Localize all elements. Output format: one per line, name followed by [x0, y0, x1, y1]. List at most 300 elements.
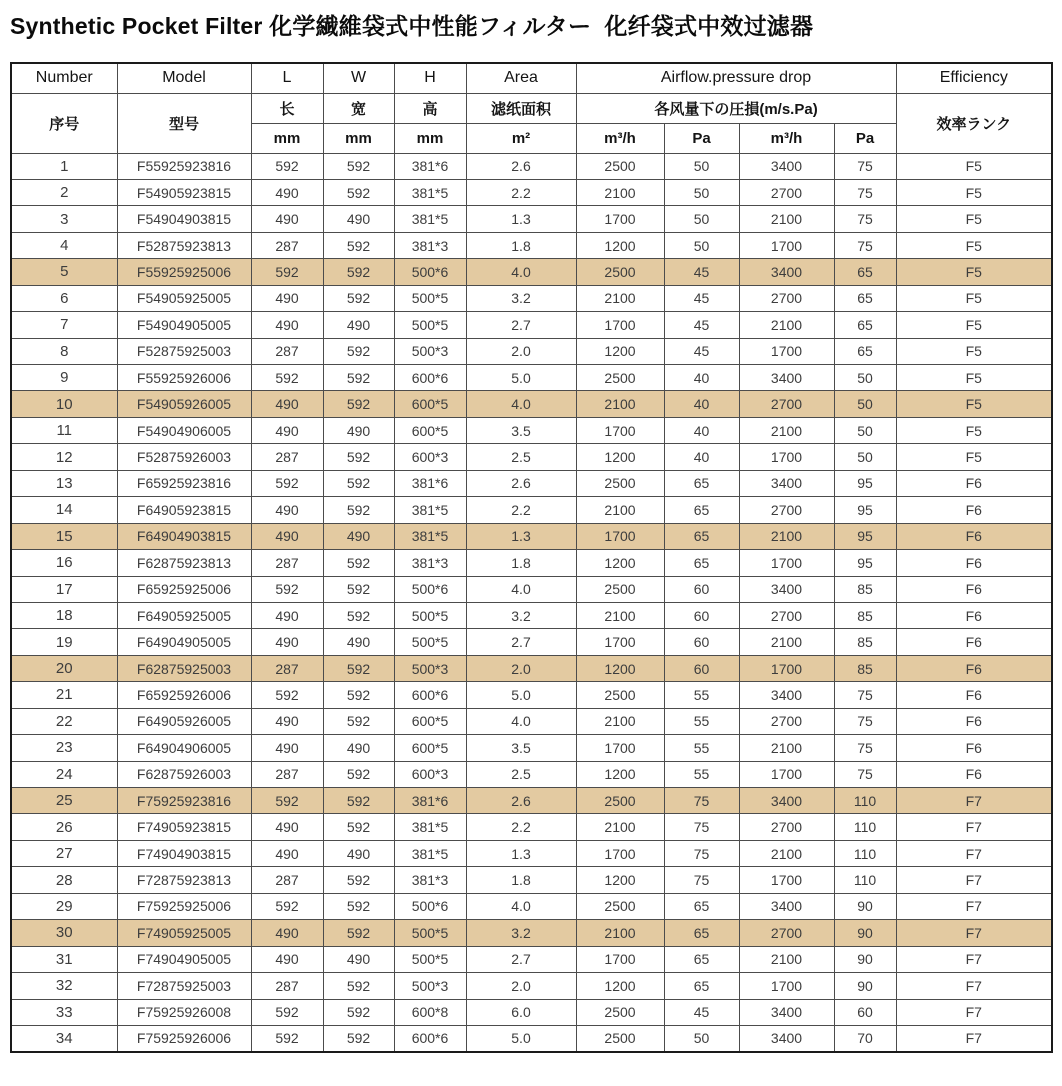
cell-model: F52875926003 [117, 444, 251, 470]
table-row [11, 153, 1052, 179]
table-row [11, 179, 1052, 205]
cell-pressure-1: 75 [664, 840, 739, 866]
cell-length: 490 [251, 285, 323, 311]
cell-model: F54905926005 [117, 391, 251, 417]
cell-airflow-1: 2500 [576, 1025, 664, 1051]
cell-number: 27 [11, 840, 117, 866]
cell-model: F55925925006 [117, 259, 251, 285]
cell-efficiency: F5 [896, 338, 1052, 364]
cell-width: 490 [323, 735, 394, 761]
cell-pressure-2: 90 [834, 893, 896, 919]
cell-height: 381*3 [394, 232, 466, 258]
cell-area: 4.0 [466, 576, 576, 602]
cell-width: 592 [323, 444, 394, 470]
cell-area: 5.0 [466, 365, 576, 391]
cell-pressure-1: 40 [664, 391, 739, 417]
table-row [11, 497, 1052, 523]
cell-width: 592 [323, 179, 394, 205]
table-row [11, 417, 1052, 443]
page-title: Synthetic Pocket Filter 化学繊維袋式中性能フィルター 化纤袋式中效过滤器 [10, 13, 814, 39]
cell-efficiency: F6 [896, 682, 1052, 708]
cell-length: 287 [251, 655, 323, 681]
cell-area: 4.0 [466, 259, 576, 285]
cell-efficiency: F5 [896, 153, 1052, 179]
cell-number: 7 [11, 312, 117, 338]
cell-width: 592 [323, 999, 394, 1025]
cell-pressure-2: 110 [834, 867, 896, 893]
cell-model: F52875923813 [117, 232, 251, 258]
cell-width: 592 [323, 365, 394, 391]
cell-efficiency: F7 [896, 1025, 1052, 1051]
cell-airflow-1: 1700 [576, 523, 664, 549]
cell-pressure-2: 75 [834, 761, 896, 787]
cell-airflow-2: 1700 [739, 444, 834, 470]
cell-width: 592 [323, 920, 394, 946]
cell-height: 381*5 [394, 179, 466, 205]
cell-pressure-1: 75 [664, 867, 739, 893]
cell-airflow-1: 2100 [576, 920, 664, 946]
cell-pressure-2: 90 [834, 920, 896, 946]
cell-pressure-1: 45 [664, 312, 739, 338]
table-row [11, 550, 1052, 576]
cell-airflow-2: 2100 [739, 946, 834, 972]
cell-airflow-2: 2100 [739, 206, 834, 232]
cell-number: 6 [11, 285, 117, 311]
cell-height: 381*6 [394, 788, 466, 814]
cell-model: F65925925006 [117, 576, 251, 602]
cell-height: 381*3 [394, 867, 466, 893]
cell-width: 490 [323, 946, 394, 972]
cell-pressure-2: 50 [834, 365, 896, 391]
cell-area: 2.5 [466, 761, 576, 787]
cell-airflow-2: 1700 [739, 867, 834, 893]
cell-number: 28 [11, 867, 117, 893]
cell-pressure-1: 60 [664, 655, 739, 681]
cell-width: 592 [323, 259, 394, 285]
cell-area: 2.0 [466, 655, 576, 681]
header-efficiency-cn: 效率ランク [896, 93, 1052, 153]
table-row [11, 391, 1052, 417]
cell-pressure-2: 110 [834, 788, 896, 814]
cell-length: 592 [251, 788, 323, 814]
cell-length: 490 [251, 708, 323, 734]
cell-number: 34 [11, 1025, 117, 1051]
cell-pressure-2: 75 [834, 682, 896, 708]
cell-efficiency: F5 [896, 206, 1052, 232]
cell-width: 490 [323, 417, 394, 443]
cell-height: 500*3 [394, 655, 466, 681]
cell-area: 2.6 [466, 788, 576, 814]
cell-length: 592 [251, 365, 323, 391]
cell-model: F62875926003 [117, 761, 251, 787]
cell-number: 22 [11, 708, 117, 734]
cell-length: 490 [251, 523, 323, 549]
cell-pressure-1: 45 [664, 338, 739, 364]
cell-airflow-2: 3400 [739, 999, 834, 1025]
cell-height: 500*5 [394, 629, 466, 655]
cell-airflow-2: 2700 [739, 285, 834, 311]
cell-area: 5.0 [466, 682, 576, 708]
cell-airflow-1: 1700 [576, 629, 664, 655]
cell-model: F64905925005 [117, 602, 251, 628]
cell-efficiency: F7 [896, 920, 1052, 946]
cell-efficiency: F6 [896, 735, 1052, 761]
header-length-en: L [251, 63, 323, 93]
cell-airflow-2: 1700 [739, 761, 834, 787]
cell-area: 1.3 [466, 206, 576, 232]
cell-model: F64904903815 [117, 523, 251, 549]
cell-pressure-1: 50 [664, 153, 739, 179]
cell-pressure-2: 110 [834, 840, 896, 866]
cell-area: 2.7 [466, 946, 576, 972]
cell-number: 19 [11, 629, 117, 655]
cell-area: 4.0 [466, 708, 576, 734]
cell-width: 592 [323, 285, 394, 311]
cell-width: 592 [323, 153, 394, 179]
cell-pressure-1: 65 [664, 946, 739, 972]
cell-width: 592 [323, 338, 394, 364]
cell-efficiency: F5 [896, 365, 1052, 391]
table-row [11, 444, 1052, 470]
cell-height: 381*5 [394, 206, 466, 232]
cell-area: 2.6 [466, 470, 576, 496]
cell-model: F54905923815 [117, 179, 251, 205]
cell-pressure-1: 45 [664, 259, 739, 285]
table-row [11, 259, 1052, 285]
cell-width: 490 [323, 206, 394, 232]
cell-efficiency: F7 [896, 893, 1052, 919]
table-row [11, 682, 1052, 708]
table-row [11, 973, 1052, 999]
header-airflow-cn: 各风量下の圧損(m/s.Pa) [576, 93, 896, 123]
cell-area: 1.8 [466, 550, 576, 576]
cell-pressure-2: 90 [834, 973, 896, 999]
cell-model: F75925926008 [117, 999, 251, 1025]
cell-pressure-2: 50 [834, 417, 896, 443]
cell-airflow-1: 1200 [576, 550, 664, 576]
table-row [11, 735, 1052, 761]
cell-height: 381*5 [394, 840, 466, 866]
cell-number: 33 [11, 999, 117, 1025]
cell-length: 592 [251, 576, 323, 602]
cell-pressure-1: 40 [664, 444, 739, 470]
cell-efficiency: F5 [896, 391, 1052, 417]
unit-pressure-1-pa: Pa [664, 123, 739, 153]
cell-length: 490 [251, 814, 323, 840]
cell-efficiency: F5 [896, 179, 1052, 205]
cell-pressure-1: 55 [664, 735, 739, 761]
cell-pressure-2: 95 [834, 523, 896, 549]
cell-area: 2.7 [466, 629, 576, 655]
table-row [11, 285, 1052, 311]
cell-pressure-1: 40 [664, 365, 739, 391]
table-row [11, 814, 1052, 840]
cell-pressure-2: 75 [834, 735, 896, 761]
cell-number: 21 [11, 682, 117, 708]
table-body [11, 153, 1052, 1052]
cell-length: 592 [251, 1025, 323, 1051]
header-width-en: W [323, 63, 394, 93]
cell-efficiency: F6 [896, 761, 1052, 787]
cell-model: F74904903815 [117, 840, 251, 866]
cell-length: 287 [251, 550, 323, 576]
cell-area: 2.0 [466, 338, 576, 364]
cell-area: 2.0 [466, 973, 576, 999]
cell-model: F75925926006 [117, 1025, 251, 1051]
cell-number: 25 [11, 788, 117, 814]
cell-number: 15 [11, 523, 117, 549]
cell-height: 600*6 [394, 682, 466, 708]
cell-efficiency: F7 [896, 867, 1052, 893]
header-area-cn: 滤纸面积 [466, 93, 576, 123]
cell-width: 592 [323, 232, 394, 258]
header-area-en: Area [466, 63, 576, 93]
cell-pressure-2: 90 [834, 946, 896, 972]
cell-width: 592 [323, 893, 394, 919]
cell-width: 592 [323, 655, 394, 681]
cell-pressure-2: 75 [834, 708, 896, 734]
cell-area: 3.2 [466, 285, 576, 311]
cell-model: F72875923813 [117, 867, 251, 893]
cell-height: 500*5 [394, 312, 466, 338]
cell-efficiency: F6 [896, 523, 1052, 549]
cell-length: 592 [251, 153, 323, 179]
cell-airflow-2: 2100 [739, 629, 834, 655]
cell-model: F75925925006 [117, 893, 251, 919]
cell-width: 592 [323, 973, 394, 999]
cell-length: 490 [251, 312, 323, 338]
cell-length: 592 [251, 999, 323, 1025]
cell-pressure-1: 75 [664, 814, 739, 840]
cell-model: F74905923815 [117, 814, 251, 840]
cell-airflow-1: 1200 [576, 232, 664, 258]
cell-pressure-2: 75 [834, 232, 896, 258]
cell-height: 600*6 [394, 365, 466, 391]
cell-height: 500*3 [394, 973, 466, 999]
cell-area: 3.2 [466, 602, 576, 628]
cell-height: 381*5 [394, 497, 466, 523]
cell-length: 592 [251, 682, 323, 708]
cell-efficiency: F5 [896, 285, 1052, 311]
table-row [11, 788, 1052, 814]
table-row [11, 523, 1052, 549]
cell-efficiency: F6 [896, 550, 1052, 576]
cell-number: 24 [11, 761, 117, 787]
table-row [11, 999, 1052, 1025]
cell-airflow-2: 3400 [739, 893, 834, 919]
cell-area: 5.0 [466, 1025, 576, 1051]
cell-length: 490 [251, 602, 323, 628]
cell-area: 1.8 [466, 867, 576, 893]
cell-airflow-1: 1200 [576, 444, 664, 470]
cell-airflow-1: 2500 [576, 259, 664, 285]
cell-height: 500*6 [394, 576, 466, 602]
cell-pressure-2: 65 [834, 338, 896, 364]
unit-height-mm: mm [394, 123, 466, 153]
cell-width: 592 [323, 1025, 394, 1051]
filter-spec-table [10, 62, 1053, 1053]
cell-pressure-1: 65 [664, 550, 739, 576]
cell-model: F74904905005 [117, 946, 251, 972]
cell-model: F54904906005 [117, 417, 251, 443]
cell-number: 18 [11, 602, 117, 628]
cell-model: F62875925003 [117, 655, 251, 681]
table-row [11, 206, 1052, 232]
table-row [11, 946, 1052, 972]
cell-airflow-2: 3400 [739, 576, 834, 602]
cell-airflow-1: 2500 [576, 682, 664, 708]
cell-number: 11 [11, 417, 117, 443]
cell-length: 592 [251, 259, 323, 285]
cell-pressure-2: 85 [834, 655, 896, 681]
cell-width: 592 [323, 550, 394, 576]
header-width-cn: 宽 [323, 93, 394, 123]
cell-airflow-1: 2500 [576, 788, 664, 814]
cell-number: 31 [11, 946, 117, 972]
cell-pressure-2: 95 [834, 470, 896, 496]
cell-width: 592 [323, 761, 394, 787]
cell-model: F65925926006 [117, 682, 251, 708]
cell-height: 500*6 [394, 259, 466, 285]
cell-area: 2.2 [466, 179, 576, 205]
cell-efficiency: F6 [896, 655, 1052, 681]
cell-airflow-2: 2700 [739, 814, 834, 840]
cell-airflow-1: 2100 [576, 391, 664, 417]
cell-width: 592 [323, 708, 394, 734]
cell-airflow-1: 1700 [576, 206, 664, 232]
cell-efficiency: F6 [896, 629, 1052, 655]
cell-efficiency: F5 [896, 232, 1052, 258]
cell-airflow-2: 2700 [739, 391, 834, 417]
cell-efficiency: F6 [896, 470, 1052, 496]
cell-model: F75925923816 [117, 788, 251, 814]
table-row [11, 893, 1052, 919]
table-row [11, 629, 1052, 655]
cell-area: 2.5 [466, 444, 576, 470]
table-row [11, 761, 1052, 787]
cell-pressure-2: 65 [834, 259, 896, 285]
cell-height: 500*6 [394, 893, 466, 919]
unit-pressure-2-pa: Pa [834, 123, 896, 153]
unit-airflow-1-m3h: m³/h [576, 123, 664, 153]
cell-pressure-1: 60 [664, 576, 739, 602]
cell-number: 16 [11, 550, 117, 576]
cell-width: 592 [323, 576, 394, 602]
table-row [11, 708, 1052, 734]
cell-pressure-2: 65 [834, 312, 896, 338]
cell-airflow-1: 2100 [576, 285, 664, 311]
cell-pressure-2: 70 [834, 1025, 896, 1051]
cell-pressure-1: 50 [664, 1025, 739, 1051]
cell-efficiency: F6 [896, 708, 1052, 734]
cell-length: 287 [251, 444, 323, 470]
cell-efficiency: F7 [896, 814, 1052, 840]
header-model-cn: 型号 [117, 93, 251, 153]
cell-length: 592 [251, 893, 323, 919]
cell-length: 592 [251, 470, 323, 496]
cell-pressure-1: 50 [664, 206, 739, 232]
cell-airflow-2: 1700 [739, 338, 834, 364]
cell-model: F74905925005 [117, 920, 251, 946]
cell-pressure-2: 85 [834, 629, 896, 655]
cell-efficiency: F5 [896, 259, 1052, 285]
cell-number: 14 [11, 497, 117, 523]
cell-pressure-2: 85 [834, 576, 896, 602]
cell-airflow-2: 1700 [739, 550, 834, 576]
cell-model: F65925923816 [117, 470, 251, 496]
cell-length: 287 [251, 867, 323, 893]
cell-area: 3.5 [466, 417, 576, 443]
cell-pressure-1: 60 [664, 629, 739, 655]
header-model-en: Model [117, 63, 251, 93]
cell-length: 287 [251, 232, 323, 258]
cell-number: 1 [11, 153, 117, 179]
cell-number: 8 [11, 338, 117, 364]
cell-airflow-2: 2700 [739, 920, 834, 946]
cell-pressure-1: 65 [664, 497, 739, 523]
cell-height: 381*6 [394, 470, 466, 496]
cell-model: F72875925003 [117, 973, 251, 999]
cell-height: 600*5 [394, 391, 466, 417]
cell-number: 10 [11, 391, 117, 417]
cell-number: 12 [11, 444, 117, 470]
cell-number: 26 [11, 814, 117, 840]
cell-length: 490 [251, 840, 323, 866]
cell-height: 500*5 [394, 285, 466, 311]
cell-pressure-1: 75 [664, 788, 739, 814]
cell-width: 490 [323, 312, 394, 338]
cell-model: F55925923816 [117, 153, 251, 179]
cell-width: 592 [323, 682, 394, 708]
cell-pressure-2: 65 [834, 285, 896, 311]
cell-height: 381*3 [394, 550, 466, 576]
cell-pressure-2: 75 [834, 179, 896, 205]
cell-area: 1.8 [466, 232, 576, 258]
cell-area: 2.2 [466, 497, 576, 523]
cell-pressure-2: 75 [834, 206, 896, 232]
cell-area: 2.7 [466, 312, 576, 338]
cell-airflow-2: 2100 [739, 523, 834, 549]
cell-height: 381*5 [394, 814, 466, 840]
cell-pressure-1: 65 [664, 893, 739, 919]
cell-efficiency: F6 [896, 602, 1052, 628]
header-airflow-en: Airflow.pressure drop [576, 63, 896, 93]
cell-number: 9 [11, 365, 117, 391]
cell-model: F64904905005 [117, 629, 251, 655]
cell-length: 287 [251, 761, 323, 787]
cell-height: 600*5 [394, 708, 466, 734]
cell-pressure-2: 75 [834, 153, 896, 179]
cell-model: F55925926006 [117, 365, 251, 391]
cell-area: 4.0 [466, 893, 576, 919]
cell-airflow-2: 2700 [739, 708, 834, 734]
cell-pressure-1: 40 [664, 417, 739, 443]
cell-pressure-2: 85 [834, 602, 896, 628]
cell-length: 490 [251, 206, 323, 232]
cell-efficiency: F5 [896, 444, 1052, 470]
cell-pressure-1: 65 [664, 973, 739, 999]
cell-airflow-1: 2100 [576, 179, 664, 205]
cell-airflow-1: 1700 [576, 417, 664, 443]
cell-height: 381*5 [394, 523, 466, 549]
cell-airflow-1: 2100 [576, 497, 664, 523]
cell-airflow-1: 2100 [576, 814, 664, 840]
cell-height: 500*3 [394, 338, 466, 364]
table-row [11, 338, 1052, 364]
unit-area-m2: m² [466, 123, 576, 153]
table-row [11, 602, 1052, 628]
cell-width: 490 [323, 840, 394, 866]
